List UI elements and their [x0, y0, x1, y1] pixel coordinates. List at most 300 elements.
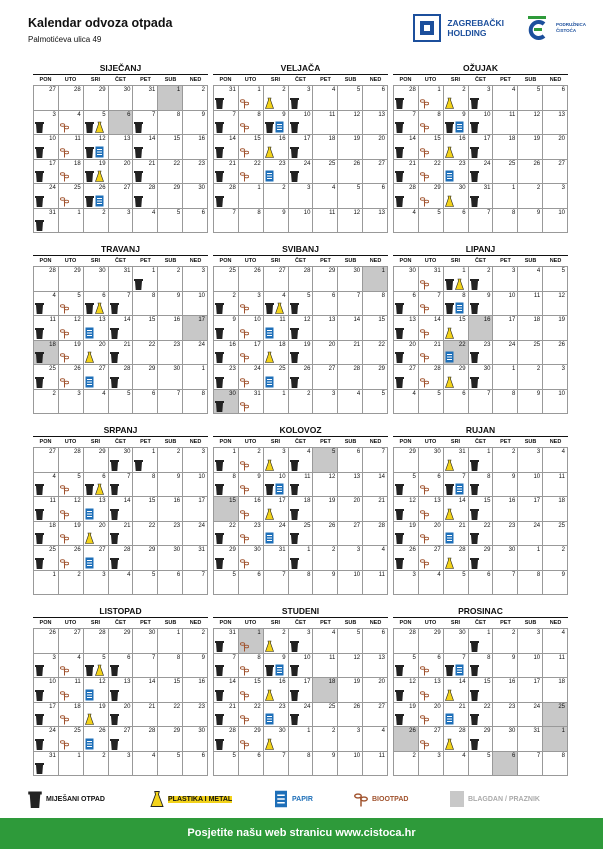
day-number: 4 — [331, 87, 336, 93]
pickup-icons — [470, 97, 479, 109]
day-cell — [214, 390, 239, 415]
pickup-icons — [35, 376, 44, 388]
day-number: 6 — [151, 390, 156, 397]
day-cell — [183, 267, 208, 292]
day-cell — [133, 292, 158, 317]
day-number: 8 — [487, 473, 491, 480]
pickup-icons — [240, 376, 249, 388]
pickup-icons — [85, 195, 104, 207]
day-cell — [133, 341, 158, 366]
day-cell — [84, 727, 109, 752]
day-number: 10 — [198, 292, 206, 299]
month-rujan — [393, 424, 568, 595]
day-cell — [59, 448, 84, 473]
week-row — [34, 497, 208, 522]
pickup-icons — [85, 508, 94, 520]
day-number: 28 — [98, 630, 106, 636]
day-number: 2 — [331, 728, 336, 734]
day-cell — [34, 316, 59, 341]
day-number: 27 — [123, 185, 131, 191]
pickup-icons — [395, 170, 404, 182]
biowaste-leaf-icon — [420, 351, 429, 363]
day-number: 5 — [412, 473, 416, 480]
day-cell — [444, 497, 469, 522]
month-prosinac — [393, 605, 568, 776]
day-number: 31 — [198, 547, 206, 553]
day-number: 14 — [409, 136, 416, 142]
day-cell — [59, 522, 84, 547]
day-number: 15 — [434, 136, 441, 142]
day-number: 5 — [412, 654, 416, 661]
pickup-icons — [240, 327, 249, 339]
day-cell — [518, 209, 543, 234]
day-cell — [469, 546, 494, 571]
day-number: 1 — [487, 449, 491, 455]
day-cell — [34, 292, 59, 317]
day-number: 7 — [232, 209, 236, 216]
day-cell — [394, 86, 419, 111]
day-number: 23 — [229, 366, 236, 372]
day-number: 8 — [232, 473, 236, 480]
day-number: 24 — [198, 341, 206, 348]
biowaste-leaf-icon — [420, 738, 429, 750]
day-number: 14 — [229, 679, 236, 685]
day-number: 5 — [561, 268, 566, 274]
day-number: 22 — [173, 703, 181, 710]
paper-icon — [265, 376, 274, 388]
paper-icon — [445, 170, 454, 182]
day-cell — [34, 209, 59, 234]
pickup-icons — [470, 351, 479, 363]
day-number: 20 — [434, 522, 441, 529]
mixed-waste-bin-icon — [470, 195, 479, 207]
pickup-icons — [265, 640, 274, 652]
day-number: 16 — [229, 341, 236, 348]
day-number: 23 — [198, 160, 206, 167]
mixed-waste-bin-icon — [215, 713, 224, 725]
day-cell — [469, 267, 494, 292]
weekday-label: UTO — [244, 620, 257, 626]
day-number: 26 — [49, 630, 56, 636]
day-cell — [543, 111, 568, 136]
weekday-label: PET — [140, 620, 151, 626]
day-number: 7 — [282, 752, 286, 759]
day-number: 22 — [254, 160, 261, 167]
day-number: 1 — [52, 571, 56, 578]
day-number: 2 — [102, 209, 106, 216]
biowaste-leaf-icon — [420, 532, 429, 544]
day-number: 1 — [77, 209, 81, 216]
day-cell — [183, 654, 208, 679]
day-cell — [493, 703, 518, 728]
day-number: 30 — [458, 630, 466, 636]
day-number: 27 — [378, 160, 386, 167]
day-number: 4 — [412, 390, 416, 397]
day-cell — [158, 365, 183, 390]
day-number: 3 — [536, 449, 541, 455]
day-number: 18 — [558, 679, 566, 685]
day-cell — [419, 365, 444, 390]
mixed-waste-bin-icon — [395, 302, 404, 314]
day-cell — [518, 448, 543, 473]
weekday-label: SRI — [90, 77, 101, 83]
paper-icon — [265, 327, 274, 339]
day-number: 27 — [328, 366, 336, 372]
day-number: 8 — [561, 752, 566, 759]
day-cell — [84, 111, 109, 136]
month-name: OŽUJAK — [463, 63, 498, 73]
day-number: 3 — [201, 268, 206, 274]
day-cell — [394, 209, 419, 234]
day-number: 6 — [462, 209, 466, 216]
day-cell — [214, 135, 239, 160]
day-cell — [338, 292, 363, 317]
pickup-icons — [85, 376, 94, 388]
day-cell — [419, 267, 444, 292]
week-row — [214, 448, 388, 473]
day-number: 8 — [511, 209, 516, 216]
week-row — [34, 86, 208, 111]
day-number: 10 — [353, 571, 361, 578]
day-cell — [133, 703, 158, 728]
day-cell — [289, 365, 314, 390]
week-row — [34, 209, 208, 234]
day-cell — [289, 654, 314, 679]
weekday-label: PON — [39, 258, 52, 264]
pickup-icons — [215, 483, 224, 495]
legend-blagdan — [450, 790, 540, 808]
day-cell — [264, 184, 289, 209]
day-cell — [158, 111, 183, 136]
day-number: 22 — [148, 522, 156, 529]
day-cell — [419, 111, 444, 136]
day-cell — [469, 522, 494, 547]
day-cell — [264, 135, 289, 160]
day-cell — [518, 571, 543, 596]
day-number: 24 — [49, 728, 56, 734]
day-number: 29 — [254, 728, 261, 734]
pickup-icons — [265, 327, 274, 339]
week-row — [214, 571, 388, 596]
pickup-icons — [420, 121, 429, 133]
day-number: 18 — [533, 317, 541, 323]
mixed-waste-bin-icon — [110, 738, 119, 750]
day-number: 23 — [483, 341, 491, 348]
day-number: 7 — [381, 449, 386, 455]
day-cell — [183, 497, 208, 522]
day-cell — [84, 497, 109, 522]
biowaste-leaf-icon — [60, 351, 69, 363]
day-number: 8 — [176, 111, 181, 118]
day-number: 28 — [74, 449, 81, 455]
day-number: 16 — [278, 679, 286, 685]
day-cell — [363, 267, 388, 292]
day-number: 26 — [328, 522, 336, 529]
day-cell — [214, 571, 239, 596]
day-cell — [109, 654, 134, 679]
week-row — [214, 522, 388, 547]
day-number: 7 — [151, 654, 156, 661]
pickup-icons — [110, 376, 119, 388]
day-number: 22 — [148, 341, 156, 348]
day-number: 29 — [148, 547, 156, 553]
day-cell — [59, 292, 84, 317]
day-cell — [34, 135, 59, 160]
day-cell — [84, 209, 109, 234]
weekday-label: PON — [399, 620, 412, 626]
day-cell — [183, 448, 208, 473]
day-cell — [313, 727, 338, 752]
pickup-icons — [240, 557, 249, 569]
day-number: 7 — [536, 752, 541, 759]
biowaste-leaf-icon — [240, 400, 249, 412]
month-name: STUDENI — [281, 606, 320, 616]
day-cell — [84, 267, 109, 292]
day-cell — [214, 473, 239, 498]
day-cell — [313, 341, 338, 366]
day-number: 6 — [561, 87, 566, 93]
day-number: 26 — [98, 728, 106, 734]
pickup-icons — [470, 713, 479, 725]
month-days — [213, 447, 388, 595]
day-number: 22 — [229, 522, 236, 529]
day-number: 13 — [558, 111, 566, 118]
day-cell — [239, 184, 264, 209]
week-row — [34, 571, 208, 596]
pickup-icons — [395, 376, 404, 388]
day-cell — [338, 86, 363, 111]
pickup-icons — [445, 689, 454, 701]
day-number: 4 — [52, 292, 56, 299]
day-cell — [289, 292, 314, 317]
plastic-bag-icon — [445, 146, 454, 158]
week-row — [394, 727, 568, 752]
day-cell — [214, 678, 239, 703]
weekday-label: PON — [219, 439, 232, 445]
pickup-icons — [290, 302, 299, 314]
week-row — [394, 448, 568, 473]
weekday-label: ČET — [295, 620, 306, 626]
day-cell — [133, 209, 158, 234]
day-number: 27 — [378, 703, 386, 710]
pickup-icons — [470, 278, 479, 290]
plastic-bag-icon — [275, 302, 284, 314]
day-cell — [34, 629, 59, 654]
day-number: 28 — [353, 366, 361, 372]
mixed-waste-bin-icon — [110, 483, 119, 495]
day-number: 19 — [303, 341, 311, 348]
pickup-icons — [420, 170, 429, 182]
pickup-icons — [470, 640, 479, 652]
biowaste-leaf-icon — [60, 376, 69, 388]
day-cell — [394, 267, 419, 292]
pickup-icons — [215, 121, 224, 133]
day-number: 15 — [148, 498, 156, 504]
day-cell — [239, 497, 264, 522]
day-number: 11 — [279, 317, 286, 323]
day-cell — [158, 86, 183, 111]
day-cell — [214, 316, 239, 341]
pickup-icons — [290, 146, 299, 158]
day-cell — [158, 390, 183, 415]
pickup-icons — [470, 302, 479, 314]
weekday-label: PET — [140, 77, 151, 83]
day-cell — [469, 727, 494, 752]
pickup-icons — [445, 376, 454, 388]
day-number: 24 — [533, 522, 541, 529]
day-cell — [493, 727, 518, 752]
mixed-waste-bin-icon — [445, 278, 454, 290]
plastic-bag-icon — [455, 278, 464, 290]
day-cell — [239, 316, 264, 341]
mixed-waste-bin-icon — [470, 508, 479, 520]
day-cell — [109, 752, 134, 777]
pickup-icons — [290, 508, 299, 520]
day-cell — [34, 703, 59, 728]
day-cell — [469, 316, 494, 341]
day-number: 6 — [201, 752, 206, 759]
footer-banner[interactable]: Posjetite našu web stranicu www.cistoca.hr — [0, 818, 603, 849]
day-cell — [469, 209, 494, 234]
pickup-icons — [290, 532, 299, 544]
day-cell — [158, 546, 183, 571]
day-cell — [338, 267, 363, 292]
month-veljača — [213, 62, 388, 233]
day-cell — [518, 184, 543, 209]
day-number: 3 — [412, 571, 416, 578]
day-number: 25 — [229, 268, 236, 274]
day-cell — [158, 654, 183, 679]
week-row — [394, 184, 568, 209]
day-cell — [543, 629, 568, 654]
day-number: 20 — [378, 679, 386, 685]
pickup-icons — [265, 459, 274, 471]
mixed-waste-bin-icon — [265, 483, 274, 495]
day-number: 23 — [173, 522, 181, 529]
day-cell — [34, 365, 59, 390]
weekday-label: PET — [140, 258, 151, 264]
day-number: 10 — [303, 111, 311, 118]
day-number: 1 — [487, 630, 491, 636]
day-number: 23 — [254, 522, 261, 529]
day-cell — [419, 135, 444, 160]
day-number: 9 — [201, 111, 206, 118]
pickup-icons — [215, 170, 224, 182]
day-cell — [264, 473, 289, 498]
day-cell — [444, 727, 469, 752]
day-cell — [158, 678, 183, 703]
day-cell — [363, 703, 388, 728]
day-cell — [34, 341, 59, 366]
day-number: 2 — [331, 547, 336, 553]
day-cell — [158, 473, 183, 498]
day-cell — [183, 546, 208, 571]
mixed-waste-bin-icon — [35, 195, 44, 207]
pickup-icons — [445, 121, 464, 133]
day-cell — [444, 316, 469, 341]
day-number: 18 — [328, 136, 336, 142]
day-number: 16 — [458, 136, 466, 142]
week-row — [214, 654, 388, 679]
mixed-waste-bin-icon — [290, 689, 299, 701]
day-number: 27 — [409, 366, 416, 372]
biowaste-leaf-icon — [420, 121, 429, 133]
month-name: VELJAČA — [280, 63, 321, 73]
day-number: 19 — [353, 136, 361, 142]
month-days — [33, 266, 208, 414]
day-cell — [214, 546, 239, 571]
day-cell — [313, 316, 338, 341]
day-number: 8 — [536, 571, 541, 578]
mixed-waste-bin-icon — [215, 121, 224, 133]
day-number: 17 — [198, 317, 206, 323]
pickup-icons — [265, 376, 274, 388]
week-row — [394, 86, 568, 111]
day-number: 28 — [458, 728, 466, 734]
plastic-bag-icon — [445, 459, 454, 471]
day-cell — [84, 522, 109, 547]
mixed-waste-bin-icon — [290, 640, 299, 652]
day-number: 29 — [229, 547, 236, 553]
day-cell — [289, 522, 314, 547]
pickup-icons — [60, 532, 69, 544]
day-cell — [59, 267, 84, 292]
day-cell — [59, 209, 84, 234]
mixed-waste-bin-icon — [85, 483, 94, 495]
week-row — [34, 292, 208, 317]
biowaste-leaf-icon — [354, 790, 368, 808]
weekday-label: PON — [39, 77, 52, 83]
day-cell — [158, 292, 183, 317]
mixed-waste-bin-icon — [35, 689, 44, 701]
biowaste-leaf-icon — [420, 278, 429, 290]
pickup-icons — [420, 302, 429, 314]
day-cell — [183, 522, 208, 547]
day-cell — [394, 135, 419, 160]
day-number: 31 — [533, 728, 541, 734]
day-number: 7 — [437, 292, 441, 299]
day-cell — [289, 267, 314, 292]
day-cell — [338, 160, 363, 185]
weekday-header — [33, 255, 208, 266]
biowaste-leaf-icon — [420, 557, 429, 569]
day-number: 28 — [458, 547, 466, 553]
mixed-waste-bin-icon — [445, 483, 454, 495]
day-number: 18 — [278, 341, 286, 348]
mixed-waste-bin-icon — [470, 459, 479, 471]
day-cell — [109, 267, 134, 292]
day-cell — [469, 160, 494, 185]
day-number: 13 — [409, 317, 416, 323]
day-number: 6 — [127, 654, 131, 661]
day-number: 9 — [201, 654, 206, 661]
month-days — [393, 447, 568, 595]
day-number: 5 — [77, 292, 81, 299]
day-cell — [338, 448, 363, 473]
day-cell — [493, 160, 518, 185]
day-number: 20 — [558, 136, 566, 142]
day-number: 31 — [483, 185, 491, 191]
pickup-icons — [60, 557, 69, 569]
pickup-icons — [290, 459, 299, 471]
biowaste-leaf-icon — [420, 97, 429, 109]
paper-icon — [445, 351, 454, 363]
weekday-label: ČET — [475, 620, 486, 626]
day-cell — [338, 135, 363, 160]
pickup-icons — [215, 640, 224, 652]
paper-icon — [455, 483, 464, 495]
pickup-icons — [35, 532, 44, 544]
